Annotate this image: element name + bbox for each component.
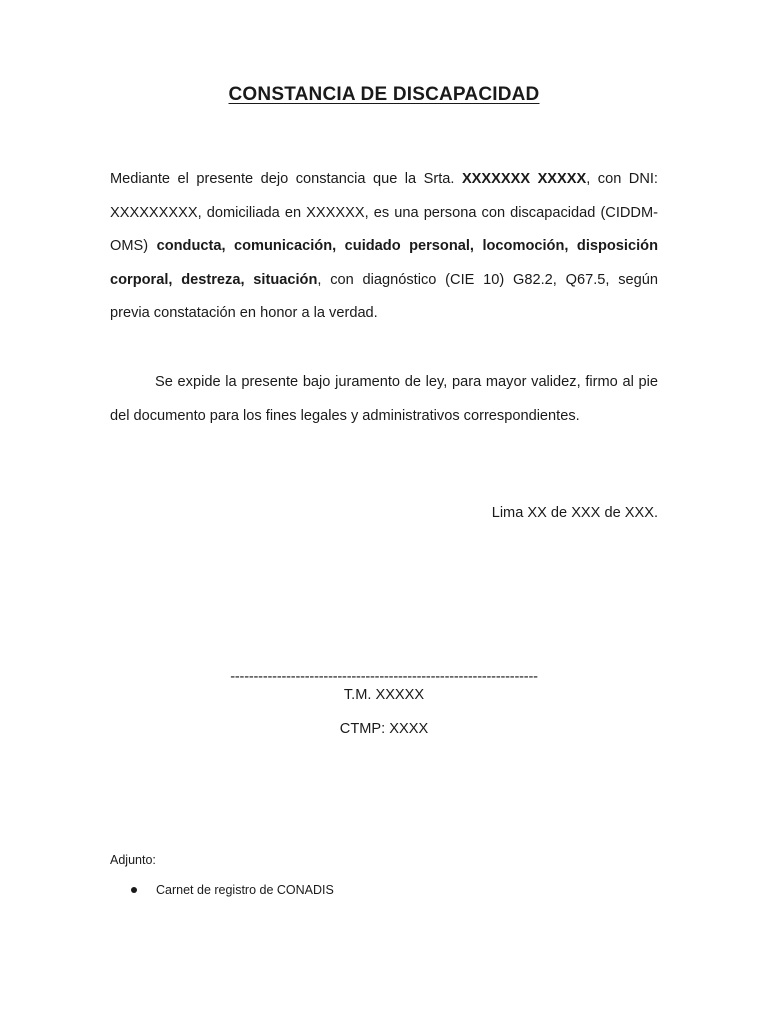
paragraph-text-3: , con diagnóstico (CIE 10) G82.2, Q67.5, según previa constatación en honor a la verdad. [110,271,658,321]
signature-block [0,668,768,738]
signature-line: ------------------------------------------------------------------ [230,669,538,685]
attachment-item-label: Carnet de registro de CONADIS [156,883,334,897]
paragraph-text-1: Mediante el presente dejo constancia que la Srta. [110,171,462,187]
signer-license: CTMP: XXXX [339,721,429,737]
bullet-icon [131,887,137,893]
attachment-item [110,880,334,900]
attachments-list [110,880,334,900]
certification-paragraph [110,163,658,331]
patient-name: XXXXXXX XXXXX [461,171,587,187]
place-date: Lima XX de XXX de XXX. [491,505,658,521]
paragraph-text-2: , con DNI: XXXXXXXXX, domiciliada en XXXXXX, es una persona con discapacidad (CIDDM-OMS) [110,171,658,254]
signer-name: T.M. XXXXX [343,687,425,703]
document-title: CONSTANCIA DE DISCAPACIDAD [228,84,540,105]
attachments-label: Adjunto: [110,853,156,867]
oath-paragraph: Se expide la presente bajo juramento de ley, para mayor validez, firmo al pie del documento para los fines legales y administrativos correspondientes. [110,374,658,424]
disability-categories: conducta, comunicación, cuidado personal, locomoción, disposición corporal, destreza, situación [110,238,658,288]
